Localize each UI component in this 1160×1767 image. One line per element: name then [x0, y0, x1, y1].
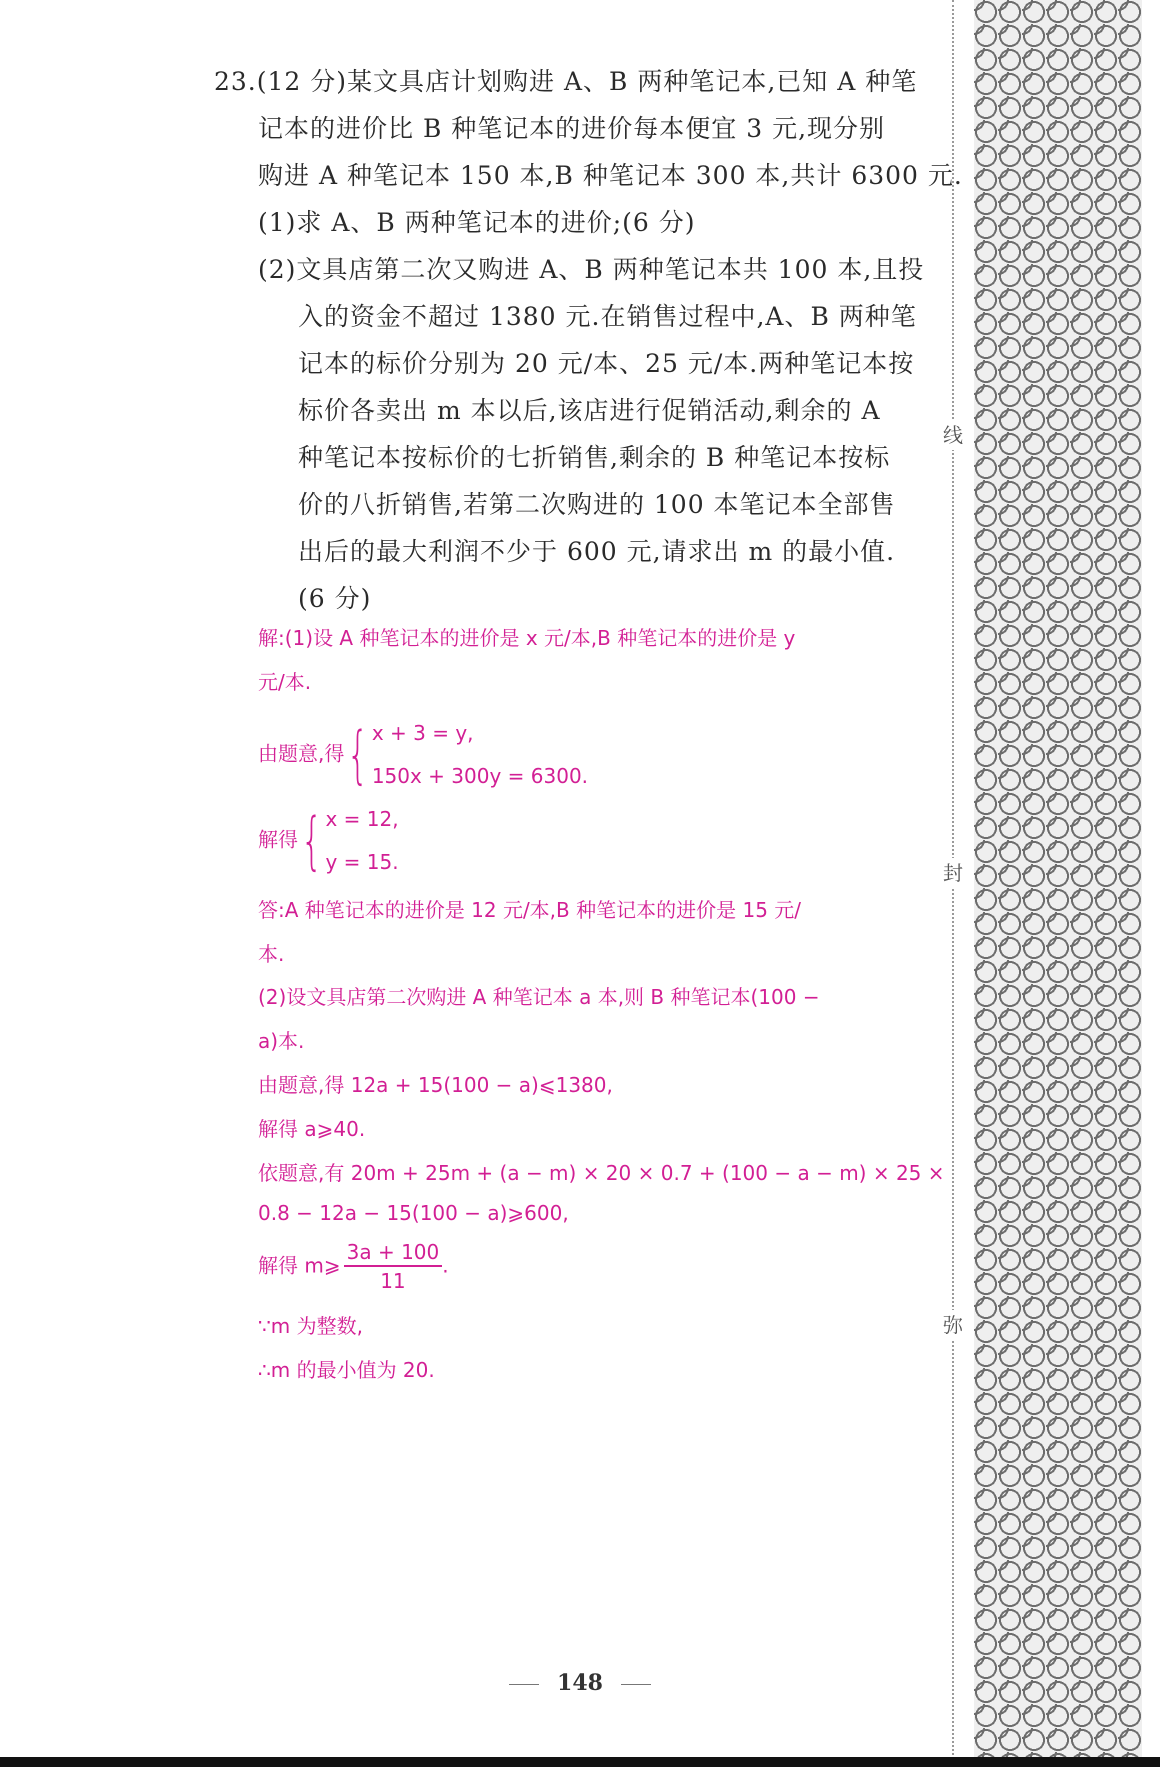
question-line: 入的资金不超过 1380 元.在销售过程中,A、B 两种笔: [298, 302, 917, 331]
question-line: 标价各卖出 m 本以后,该店进行促销活动,剩余的 A: [298, 396, 881, 425]
decorative-pattern-strip: [974, 0, 1142, 1767]
solution-line: (2)设文具店第二次购进 A 种笔记本 a 本,则 B 种笔记本(100 −: [258, 985, 820, 1009]
system-equation: y = 15.: [325, 850, 399, 874]
fraction-denominator: 11: [380, 1269, 406, 1293]
solution-line: 解得 a⩾40.: [258, 1117, 366, 1141]
solution-line: 答:A 种笔记本的进价是 12 元/本,B 种笔记本的进价是 15 元/: [258, 898, 802, 922]
left-brace-icon: {: [347, 718, 369, 791]
question-line: 价的八折销售,若第二次购进的 100 本笔记本全部售: [298, 490, 896, 519]
solution-line: 本.: [258, 942, 285, 966]
question-line: 记本的标价分别为 20 元/本、25 元/本.两种笔记本按: [298, 349, 915, 378]
question-line: 出后的最大利润不少于 600 元,请求出 m 的最小值.: [298, 537, 896, 566]
dash-icon: [509, 1684, 539, 1685]
solution-line: 依题意,有 20m + 25m + (a − m) × 20 × 0.7 + (100 − a − m) × 25 ×: [258, 1161, 945, 1185]
solution-line: 解:(1)设 A 种笔记本的进价是 x 元/本,B 种笔记本的进价是 y: [258, 626, 796, 650]
question-line: 23.(12 分)某文具店计划购进 A、B 两种笔记本,已知 A 种笔: [214, 67, 918, 96]
solution-line: a)本.: [258, 1029, 305, 1053]
margin-label-bottom: 弥: [940, 1310, 966, 1340]
page-number-value: 148: [557, 1670, 603, 1696]
fraction: [344, 1239, 443, 1295]
system-equation: x + 3 = y,: [371, 721, 474, 745]
solution-line: 0.8 − 12a − 15(100 − a)⩾600,: [258, 1201, 569, 1225]
question-line: 种笔记本按标价的七折销售,剩余的 B 种笔记本按标: [298, 443, 891, 472]
dash-icon: [621, 1684, 651, 1685]
solution-fraction-line: [258, 1239, 449, 1295]
question-line: 购进 A 种笔记本 150 本,B 种笔记本 300 本,共计 6300 元.: [258, 161, 963, 190]
system-prefix: 解得: [258, 827, 298, 852]
system-equation: x = 12,: [325, 807, 399, 831]
page-number: [0, 1670, 1160, 1696]
question-line: (1)求 A、B 两种笔记本的进价;(6 分): [258, 208, 696, 237]
margin-label-top: 线: [940, 420, 966, 450]
fraction-numerator: 3a + 100: [344, 1239, 443, 1267]
equation-system-1: [258, 712, 588, 798]
solution-line: ∵m 为整数,: [258, 1314, 363, 1338]
system-prefix: 由题意,得: [258, 741, 345, 766]
question-line: (6 分): [298, 584, 372, 613]
system-equation: 150x + 300y = 6300.: [371, 764, 589, 788]
fraction-suffix: .: [442, 1253, 449, 1278]
solution-line: 由题意,得 12a + 15(100 − a)⩽1380,: [258, 1073, 613, 1097]
solution-line: 元/本.: [258, 670, 312, 694]
fraction-prefix: 解得 m⩾: [258, 1253, 341, 1278]
left-brace-icon: {: [300, 804, 323, 877]
bottom-bar: [0, 1757, 1160, 1767]
question-line: (2)文具店第二次又购进 A、B 两种笔记本共 100 本,且投: [258, 255, 925, 284]
solution-line: ∴m 的最小值为 20.: [258, 1358, 435, 1382]
equation-system-2: [258, 798, 399, 884]
question-line: 记本的进价比 B 种笔记本的进价每本便宜 3 元,现分别: [258, 114, 886, 143]
margin-label-middle: 封: [940, 858, 966, 888]
question-block: [214, 58, 963, 622]
